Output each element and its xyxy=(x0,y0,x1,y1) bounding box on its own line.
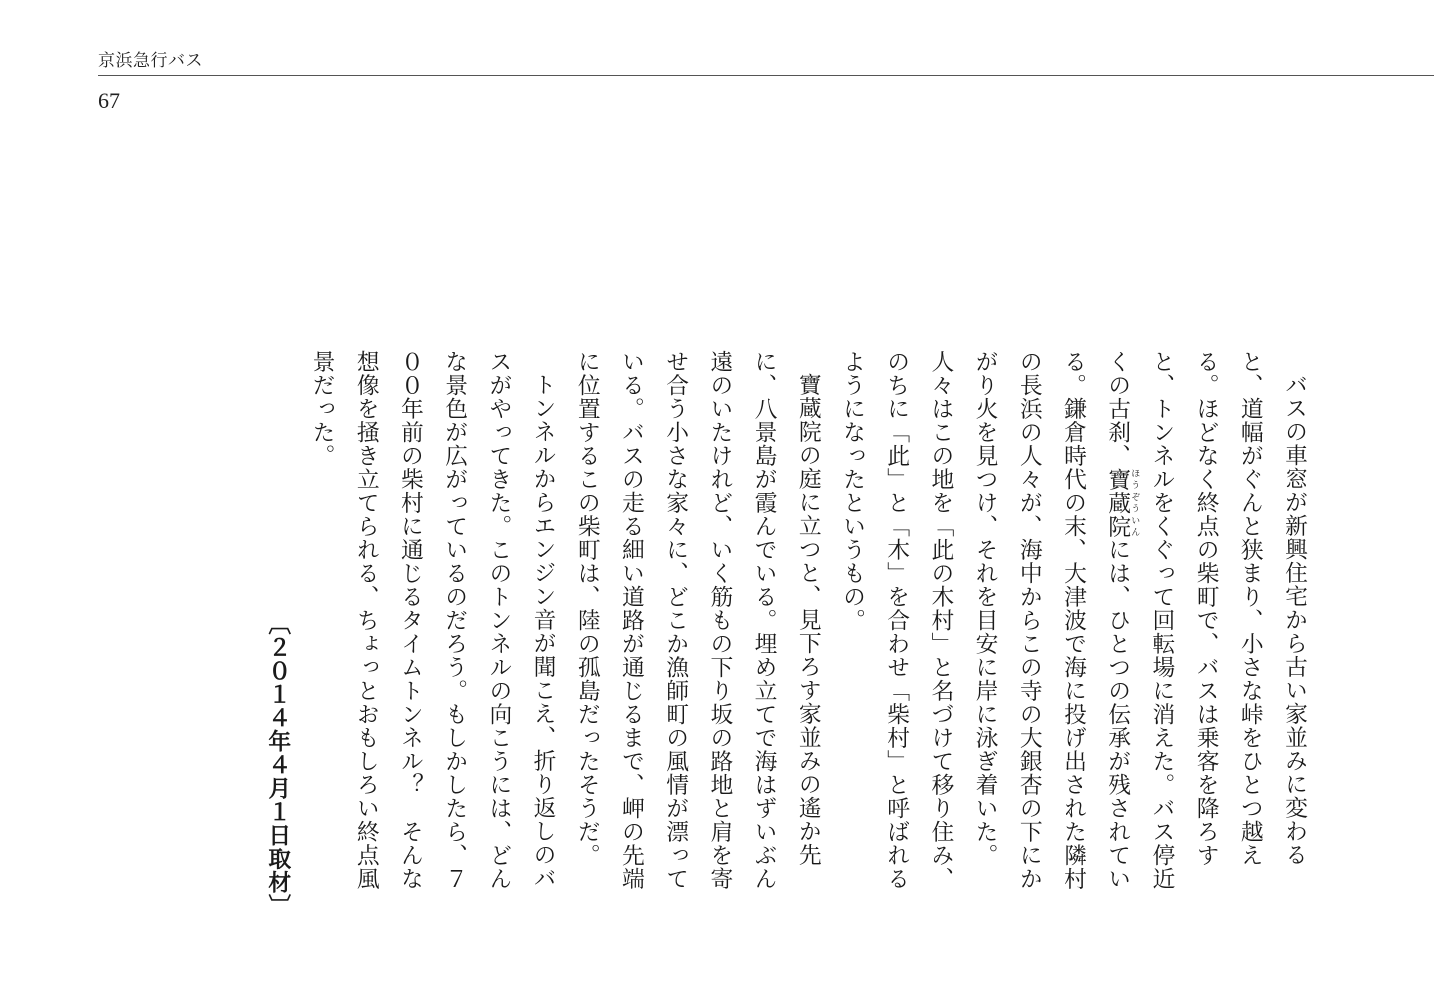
page-number: 67 xyxy=(98,88,120,113)
running-header: 京浜急行バス xyxy=(98,51,203,71)
ruby-hozoin xyxy=(1104,467,1140,539)
paragraph-2: 寶蔵院の庭に立つと、見下ろす家並みの遙か先に、八景島が霞んでいる。埋め立てで海はずいぶん遠のいたけれど、いく筋もの下り坂の路地と肩を寄せ合う小さな家々に、どこか漁師町の風情が漂っている。バスの走る細い道路が通じるまで、岬の先端に位置するこの柴町は、陸の孤島だったそうだ。 xyxy=(573,350,821,891)
interview-date-credit: 〔２０１４年４月１日取材〕 xyxy=(264,612,291,918)
paragraph-1-text-b: には、ひとつの伝承が残されている。鎌倉時代の末、大津波で海に投げ出された隣村の長浜の人々が、海中からこの寺の大銀杏の下にかがり火を見つけ、それを目安に岸に泳ぎ着いた。人々はこの地を「此の木村」と名づけて移り住み、のちに「此」と「木」を合わせ「柴村」と呼ばれるようになったというもの。 xyxy=(838,350,1131,891)
paragraph-1-text-a: バスの車窓が新興住宅から古い家並みに変わると、道幅がぐんと狭まり、小さな峠をひとつ越える。ほどなく終点の柴町で、バスは乗客を降ろすと、トンネルをくぐって回転場に消えた。バス停近くの古刹、 xyxy=(1104,350,1307,891)
header-rule xyxy=(98,75,1434,76)
ruby-base: 寶蔵院 xyxy=(1104,467,1131,538)
paragraph-1 xyxy=(830,350,1316,910)
paragraph-3: トンネルからエンジン音が聞こえ、折り返しのバスがやってきた。このトンネルの向こうには、どんな景色が広がっているのだろう。もしかしたら、７００年前の柴村に通じるタイムトンネル？ そんな想像を掻き立てられる、ちょっとおもしろい終点風景だった。 xyxy=(308,350,556,891)
ruby-reading: ほうぞういん xyxy=(1129,467,1140,538)
article-body xyxy=(255,350,1316,918)
